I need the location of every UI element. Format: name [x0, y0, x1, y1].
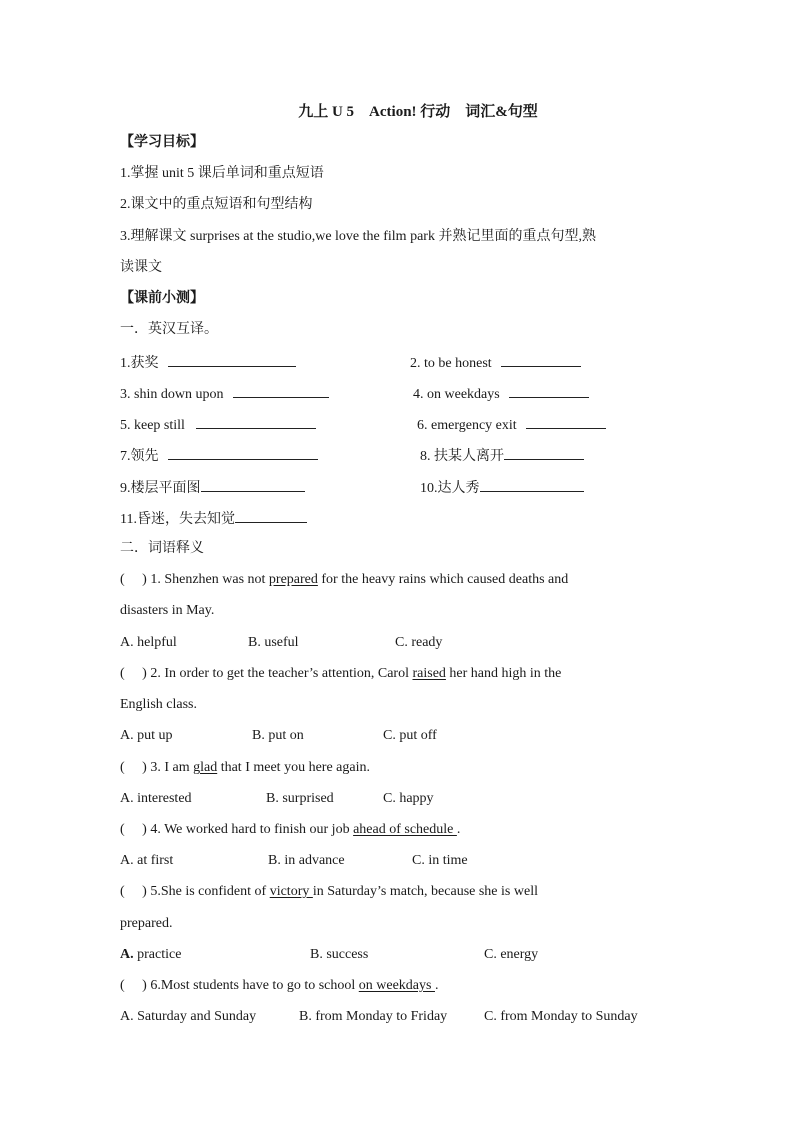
option-b[interactable]: B. put on: [252, 728, 304, 743]
question-text: ( ) 3. I am: [120, 760, 194, 775]
question-2-options: [120, 726, 437, 746]
item-text: 8. 扶某人离开: [420, 449, 504, 464]
translate-item-10: [420, 477, 584, 499]
question-text: ( ) 1. Shenzhen was not: [120, 572, 269, 587]
item-text: 7.领先: [120, 449, 159, 464]
question-1-options: [120, 633, 443, 653]
option-b[interactable]: B. useful: [248, 635, 299, 650]
question-text: ( ) 2. In order to get the teacher’s attention, Carol: [120, 666, 413, 681]
question-1: [120, 570, 568, 590]
option-a[interactable]: [120, 947, 181, 962]
question-text: ( ) 5.She is confident of: [120, 884, 270, 899]
objective-1: 1.掌握 unit 5 课后单词和重点短语: [120, 166, 324, 181]
option-b[interactable]: B. surprised: [266, 791, 334, 806]
question-3: [120, 758, 370, 778]
answer-blank[interactable]: [235, 508, 307, 523]
translate-item-5: [120, 414, 316, 436]
translate-item-4: [413, 383, 589, 405]
question-3-options: [120, 789, 434, 809]
question-2-cont: English class.: [120, 697, 197, 712]
key-word: raised: [412, 666, 446, 681]
objectives-heading: 【学习目标】: [120, 135, 204, 150]
item-text: 3. shin down upon: [120, 387, 224, 402]
question-6-options: [120, 1007, 638, 1027]
key-word: on weekdays: [358, 978, 435, 993]
answer-blank[interactable]: [509, 383, 589, 398]
part2-heading: 二．词语释义: [120, 541, 204, 556]
key-word: ahead of schedule: [353, 822, 457, 837]
answer-blank[interactable]: [168, 445, 318, 460]
answer-blank[interactable]: [201, 477, 305, 492]
item-text: 6. emergency exit: [417, 418, 517, 433]
item-text: 5. keep still: [120, 418, 185, 433]
option-c[interactable]: C. in time: [412, 853, 468, 868]
option-a[interactable]: A. interested: [120, 791, 192, 806]
question-5-cont: prepared.: [120, 916, 173, 931]
option-c[interactable]: C. put off: [383, 728, 437, 743]
option-c[interactable]: C. from Monday to Sunday: [484, 1009, 638, 1024]
option-c[interactable]: C. happy: [383, 791, 434, 806]
answer-blank[interactable]: [480, 477, 584, 492]
question-5-options: [120, 945, 539, 965]
translate-item-1: [120, 352, 296, 374]
answer-blank[interactable]: [501, 352, 581, 367]
item-text: 11.昏迷，失去知觉: [120, 512, 235, 527]
option-letter: A.: [120, 947, 134, 962]
pretest-heading: 【课前小测】: [120, 291, 204, 306]
question-text: in Saturday’s match, because she is well: [312, 884, 538, 899]
objective-3-cont: 读课文: [120, 260, 162, 275]
question-text: her hand high in the: [445, 666, 562, 681]
translate-item-3: [120, 383, 329, 405]
page-title: 九上 U 5 Action! 行动 词汇&句型: [298, 104, 538, 120]
translate-item-2: [410, 352, 581, 374]
option-a[interactable]: A. Saturday and Sunday: [120, 1009, 257, 1024]
question-6: [120, 976, 438, 996]
question-text: that I meet you here again.: [217, 760, 370, 775]
item-text: 9.楼层平面图: [120, 481, 201, 496]
option-text: practice: [133, 947, 182, 962]
answer-blank[interactable]: [526, 414, 606, 429]
question-text: for the heavy rains which caused deaths and: [317, 572, 569, 587]
item-text: 2. to be honest: [410, 356, 492, 371]
answer-blank[interactable]: [504, 445, 584, 460]
item-text: 4. on weekdays: [413, 387, 500, 402]
question-4: [120, 820, 460, 840]
question-5: [120, 882, 538, 902]
option-c[interactable]: C. energy: [484, 947, 539, 962]
question-2: [120, 664, 561, 684]
translate-item-7: [120, 445, 318, 467]
option-b[interactable]: B. in advance: [268, 853, 345, 868]
question-1-cont: disasters in May.: [120, 603, 215, 618]
option-b[interactable]: B. success: [310, 947, 369, 962]
part1-heading: 一．英汉互译。: [120, 322, 218, 337]
translate-item-9: [120, 477, 305, 499]
option-c[interactable]: C. ready: [395, 635, 443, 650]
key-word: prepared: [268, 572, 318, 587]
answer-blank[interactable]: [168, 352, 296, 367]
option-a[interactable]: A. put up: [120, 728, 173, 743]
item-text: 10.达人秀: [420, 481, 480, 496]
option-b[interactable]: B. from Monday to Friday: [299, 1009, 448, 1024]
key-word: victory: [269, 884, 313, 899]
question-text: .: [434, 978, 439, 993]
question-text: ( ) 6.Most students have to go to school: [120, 978, 359, 993]
question-text: ( ) 4. We worked hard to finish our job: [120, 822, 354, 837]
objective-3: 3.理解课文 surprises at the studio,we love the film park 并熟记里面的重点句型,熟: [120, 229, 596, 244]
translate-item-11: [120, 508, 307, 530]
translate-item-6: [417, 414, 606, 436]
item-text: 1.获奖: [120, 356, 159, 371]
answer-blank[interactable]: [233, 383, 329, 398]
question-text: .: [456, 822, 461, 837]
translate-item-8: [420, 445, 584, 467]
key-word: glad: [193, 760, 218, 775]
question-4-options: [120, 851, 468, 871]
objective-2: 2.课文中的重点短语和句型结构: [120, 197, 313, 212]
answer-blank[interactable]: [196, 414, 316, 429]
option-a[interactable]: A. helpful: [120, 635, 177, 650]
option-a[interactable]: A. at first: [120, 853, 174, 868]
